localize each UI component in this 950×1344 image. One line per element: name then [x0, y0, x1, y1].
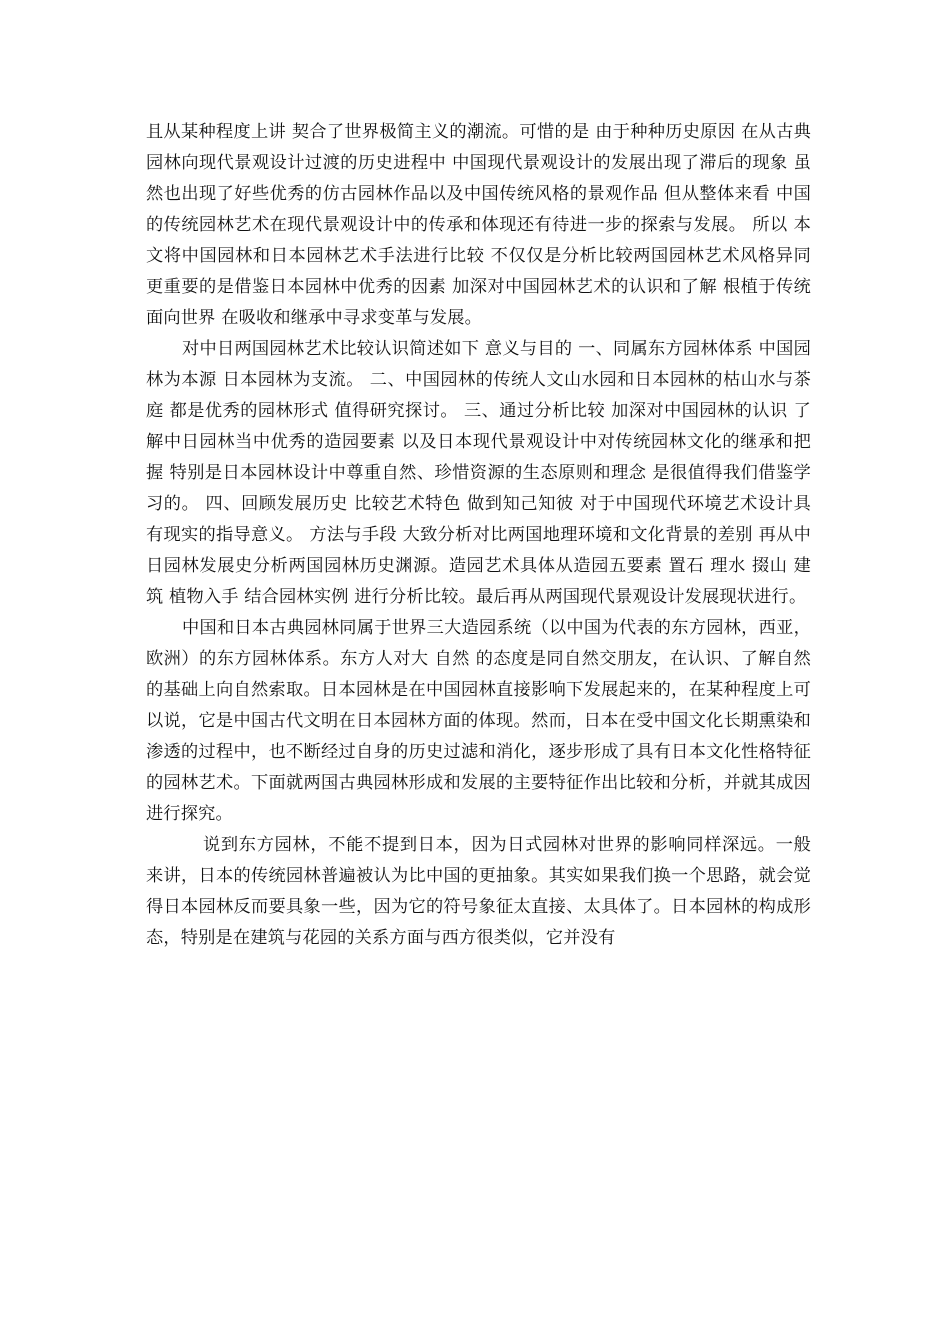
- paragraph-2: 对中日两国园林艺术比较认识简述如下 意义与目的 一、同属东方园林体系 中国园林为本源 日本园林为支流。 二、中国园林的传统人文山水园和日本园林的枯山水与茶庭 都是优秀的园林形式 值得研究探讨。 三、通过分析比较 加深对中国园林的认识 了解中日园林当中优秀的造园要素 以及日本现代景观设计中对传统园林文化的继承和把握 特别是日本园林设计中尊重自然、珍惜资源的生态原则和理念 是很值得我们借鉴学习的。 四、回顾发展历史 比较艺术特色 做到知己知彼 对于中国现代环境艺术设计具有现实的指导意义。 方法与手段 大致分析对比两国地理环境和文化背景的差别 再从中日园林发展史分析两国园林历史渊源。造园艺术具体从造园五要素 置石 理水 掇山 建筑 植物入手 结合园林实例 进行分析比较。最后再从两国现代景观设计发展现状进行。: [146, 339, 811, 607]
- paragraph-4: 说到东方园林，不能不提到日本，因为日式园林对世界的影响同样深远。一般来讲，日本的传统园林普遍被认为比中国的更抽象。其实如果我们换一个思路，就会觉得日本园林反而要具象一些，因为它的符号象征太直接、太具体了。日本园林的构成形态，特别是在建筑与花园的关系方面与西方很类似，它并没有: [146, 835, 811, 948]
- paragraph-3: 中国和日本古典园林同属于世界三大造园系统（以中国为代表的东方园林，西亚，欧洲）的东方园林体系。东方人对大 自然 的态度是同自然交朋友，在认识、了解自然的基础上向自然索取。日本园林是在中国园林直接影响下发展起来的，在某种程度上可以说，它是中国古代文明在日本园林方面的体现。然而，日本在受中国文化长期熏染和渗透的过程中，也不断经过自身的历史过滤和消化，逐步形成了具有日本文化性格特征的园林艺术。下面就两国古典园林形成和发展的主要特征作出比较和分析，并就其成因进行探究。: [146, 618, 811, 824]
- paragraph-1: 且从某种程度上讲 契合了世界极简主义的潮流。可惜的是 由于种种历史原因 在从古典园林向现代景观设计过渡的历史进程中 中国现代景观设计的发展出现了滞后的现象 虽然也出现了好些优秀的仿古园林作品以及中国传统风格的景观作品 但从整体来看 中国的传统园林艺术在现代景观设计中的传承和体现还有待进一步的探索与发展。 所以 本文将中国园林和日本园林艺术手法进行比较 不仅仅是分析比较两国园林艺术风格异同 更重要的是借鉴日本园林中优秀的因素 加深对中国园林艺术的认识和了解 根植于传统 面向世界 在吸收和继承中寻求变革与发展。: [146, 122, 811, 328]
- document-body: [146, 117, 811, 954]
